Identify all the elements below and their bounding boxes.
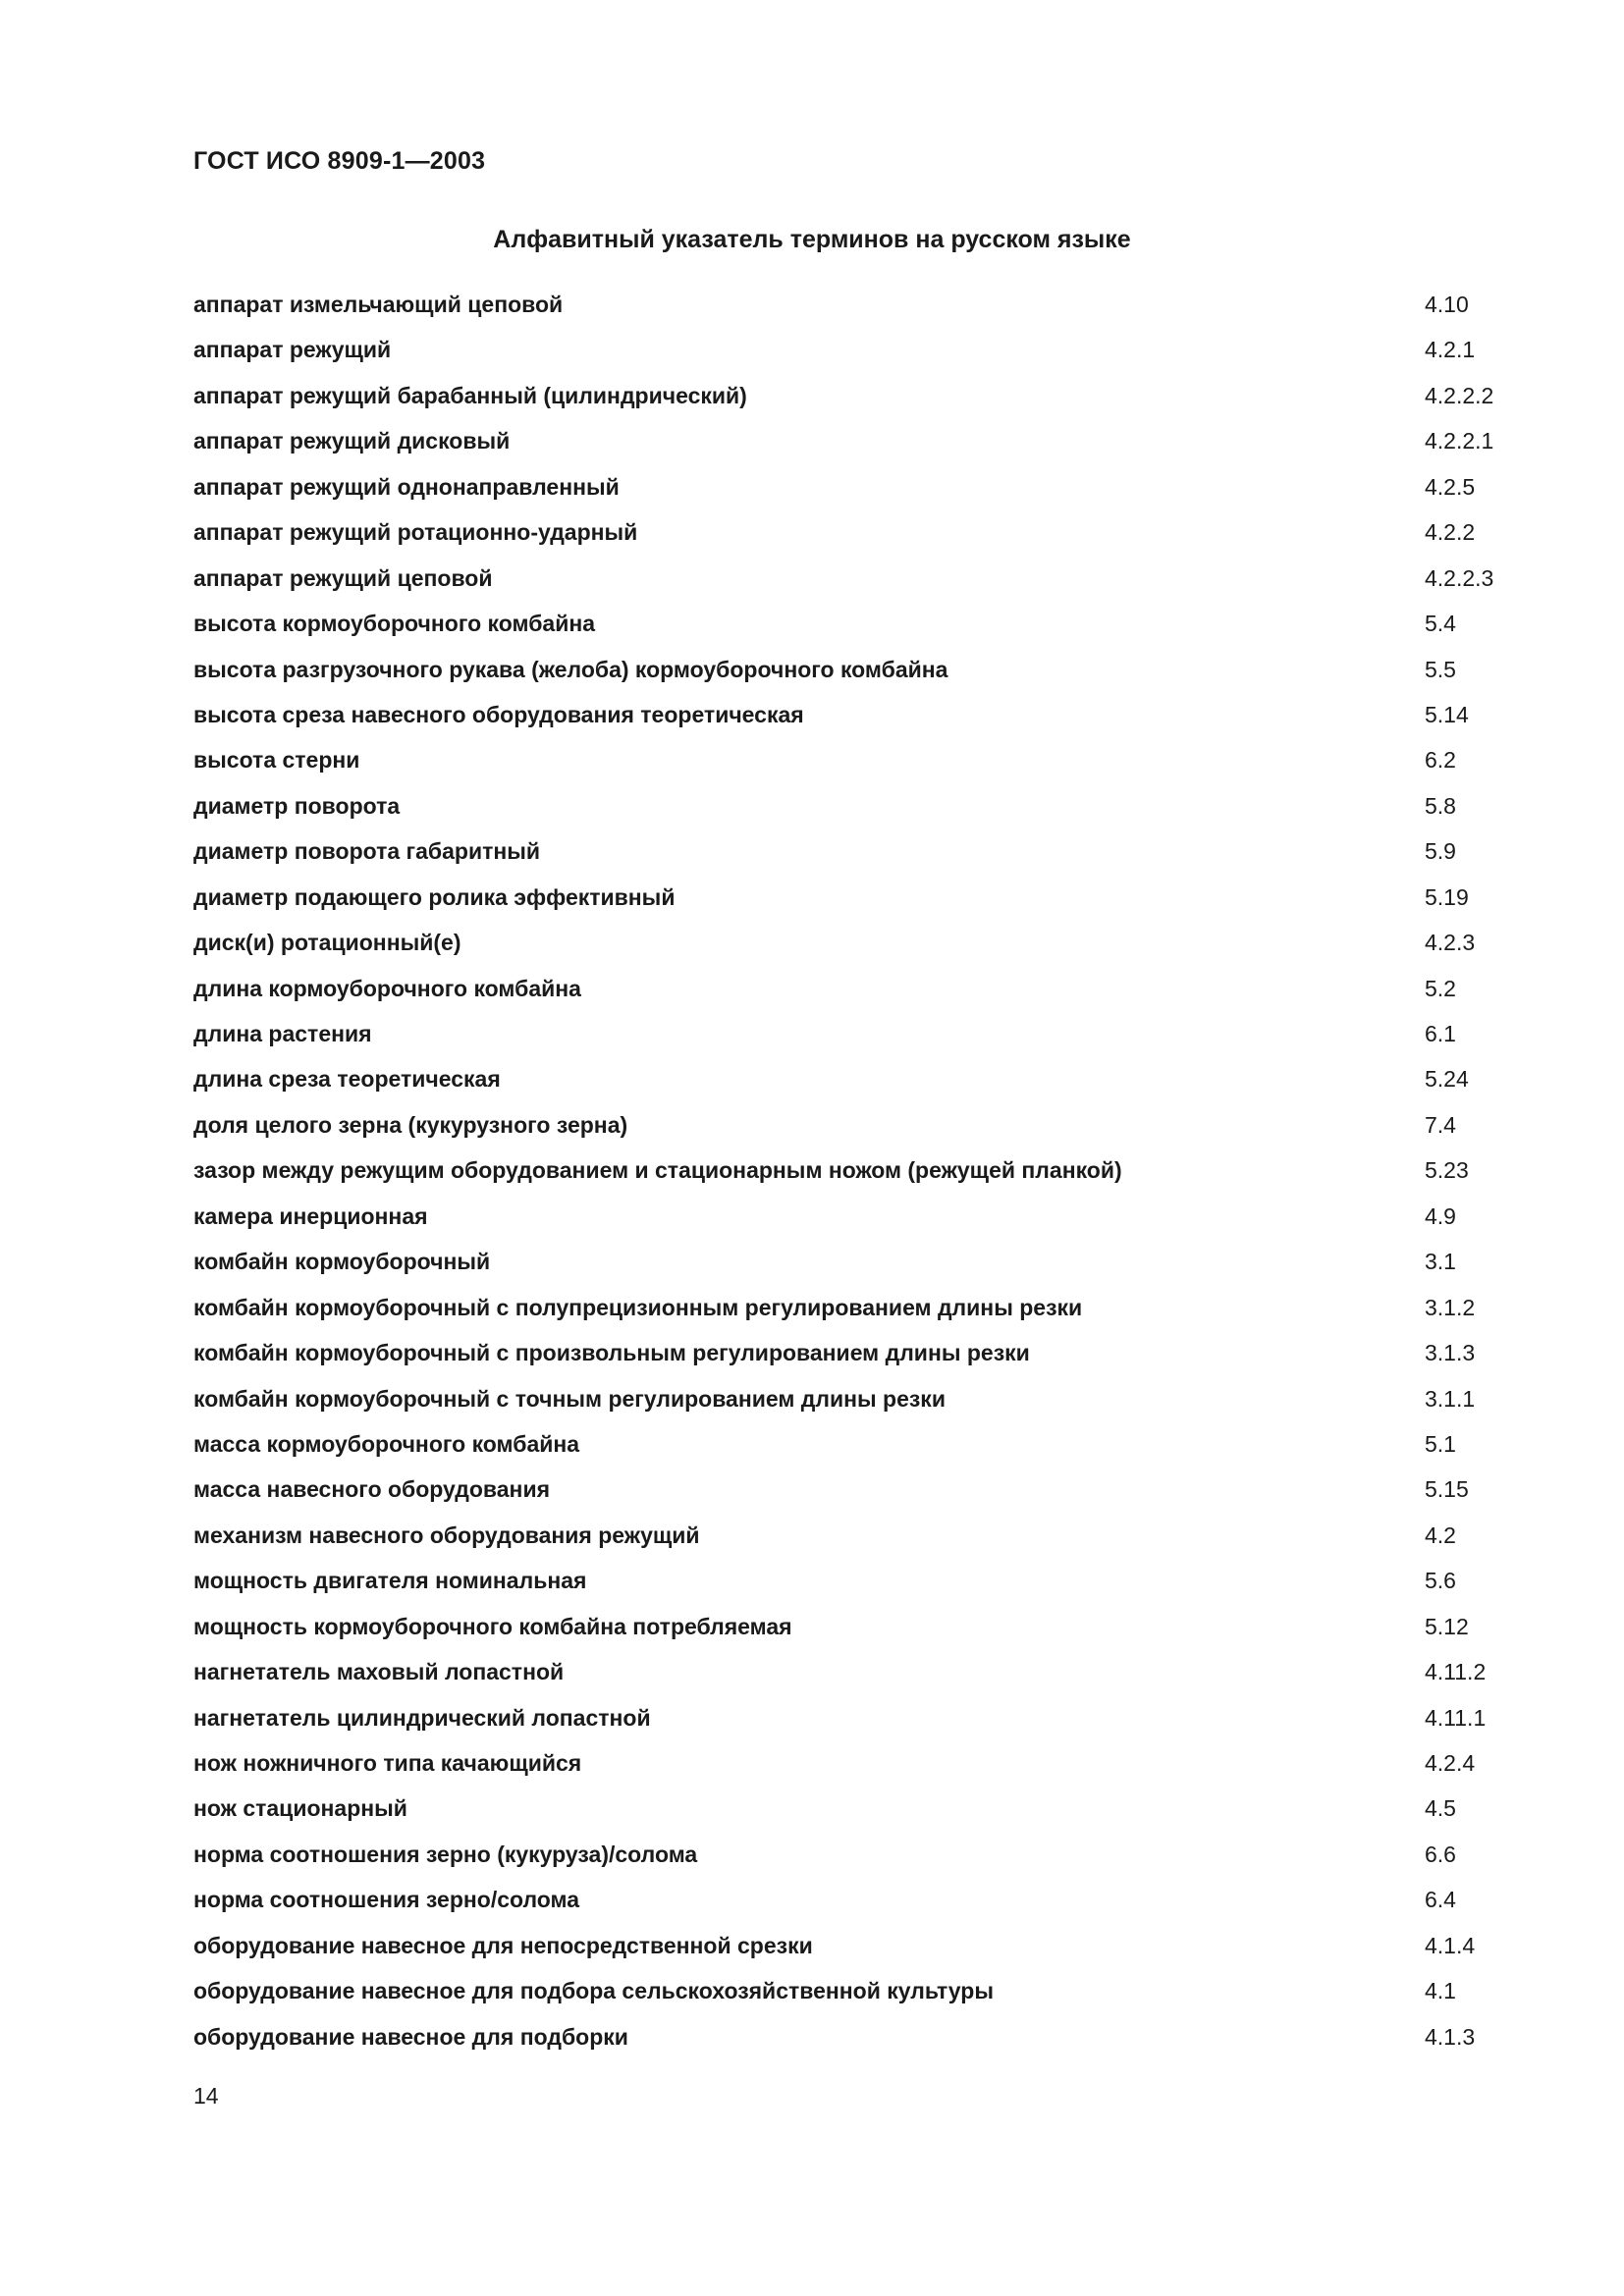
index-row	[193, 1837, 1509, 1882]
index-row	[193, 1152, 1509, 1198]
index-reference: 4.2.5	[1425, 473, 1476, 500]
index-term: комбайн кормоуборочный	[193, 1249, 491, 1275]
index-reference: 3.1.2	[1425, 1294, 1476, 1320]
index-reference: 4.2.2.1	[1425, 428, 1494, 454]
index-reference: 5.12	[1425, 1613, 1469, 1639]
index-term: доля целого зерна (кукурузного зерна)	[193, 1111, 628, 1138]
index-reference: 5.2	[1425, 975, 1456, 1001]
index-reference: 3.1.3	[1425, 1340, 1476, 1366]
index-title: Алфавитный указатель терминов на русском языке	[493, 226, 1131, 253]
index-reference: 5.23	[1425, 1157, 1469, 1184]
index-row	[193, 514, 1509, 560]
index-row	[193, 971, 1509, 1016]
index-term: масса кормоуборочного комбайна	[193, 1430, 580, 1457]
index-row	[193, 561, 1509, 606]
index-term: комбайн кормоуборочный с произвольным регулированием длины резки	[193, 1340, 1030, 1366]
index-reference: 5.1	[1425, 1430, 1456, 1457]
index-row	[193, 788, 1509, 833]
index-term: оборудование навесное для подборки	[193, 2023, 628, 2050]
index-term: диаметр поворота	[193, 792, 401, 819]
index-term: нагнетатель цилиндрический лопастной	[193, 1704, 651, 1731]
index-row	[193, 1790, 1509, 1836]
index-reference: 4.2	[1425, 1522, 1456, 1548]
index-row	[193, 2019, 1509, 2064]
index-row	[193, 1745, 1509, 1790]
index-reference: 5.9	[1425, 838, 1456, 865]
index-reference: 6.1	[1425, 1021, 1456, 1046]
index-term: диск(и) ротационный(е)	[193, 930, 461, 956]
index-term: диаметр подающего ролика эффективный	[193, 883, 676, 910]
index-row	[193, 287, 1509, 332]
index-term: длина кормоуборочного комбайна	[193, 975, 581, 1001]
index-row	[193, 1061, 1509, 1106]
index-row	[193, 697, 1509, 742]
index-row	[193, 423, 1509, 468]
index-row	[193, 1928, 1509, 1973]
index-row	[193, 742, 1509, 787]
index-row	[193, 1426, 1509, 1471]
index-term: длина растения	[193, 1021, 372, 1046]
index-reference: 5.8	[1425, 792, 1456, 819]
index-row	[193, 1381, 1509, 1426]
index-row	[193, 1199, 1509, 1244]
index-row	[193, 1563, 1509, 1608]
index-term: аппарат режущий дисковый	[193, 428, 511, 454]
index-row	[193, 1107, 1509, 1152]
index-reference: 3.1	[1425, 1249, 1456, 1275]
index-reference: 3.1.1	[1425, 1385, 1476, 1412]
index-row	[193, 606, 1509, 651]
index-term: масса навесного оборудования	[193, 1476, 551, 1503]
index-term: аппарат режущий ротационно-ударный	[193, 519, 638, 546]
index-reference: 5.5	[1425, 656, 1456, 682]
index-row	[193, 332, 1509, 377]
index-term: мощность двигателя номинальная	[193, 1568, 587, 1594]
index-row	[193, 1518, 1509, 1563]
index-reference: 5.14	[1425, 701, 1469, 727]
index-term: зазор между режущим оборудованием и стационарным ножом (режущей планкой)	[193, 1157, 1122, 1184]
index-term: высота кормоуборочного комбайна	[193, 611, 596, 637]
index-term: диаметр поворота габаритный	[193, 838, 541, 865]
index-term: аппарат режущий барабанный (цилиндрический)	[193, 382, 747, 408]
index-reference: 5.6	[1425, 1568, 1456, 1594]
page-number: 14	[193, 2083, 219, 2109]
document-code: ГОСТ ИСО 8909-1—2003	[193, 147, 486, 175]
index-reference: 4.2.2.2	[1425, 382, 1494, 408]
index-row	[193, 378, 1509, 423]
index-term: комбайн кормоуборочный с точным регулированием длины резки	[193, 1385, 946, 1412]
index-reference: 5.4	[1425, 611, 1456, 637]
index-reference: 4.2.2.3	[1425, 564, 1494, 591]
index-reference: 6.2	[1425, 747, 1456, 774]
index-reference: 4.2.2	[1425, 519, 1476, 546]
index-term: аппарат режущий однонаправленный	[193, 473, 620, 500]
index-reference: 4.10	[1425, 292, 1469, 317]
index-term: высота разгрузочного рукава (желоба) кормоуборочного комбайна	[193, 656, 948, 682]
index-term: камера инерционная	[193, 1202, 428, 1229]
index-list	[193, 287, 1509, 2064]
index-reference: 5.19	[1425, 883, 1469, 910]
index-term: норма соотношения зерно (кукуруза)/солома	[193, 1841, 698, 1867]
index-term: нож стационарный	[193, 1795, 407, 1822]
index-term: оборудование навесное для непосредственной срезки	[193, 1932, 813, 1958]
index-row	[193, 880, 1509, 925]
index-reference: 4.1	[1425, 1978, 1456, 2004]
index-row	[193, 1700, 1509, 1745]
index-reference: 6.6	[1425, 1841, 1456, 1867]
index-row	[193, 1244, 1509, 1289]
index-term: нож ножничного типа качающийся	[193, 1750, 582, 1776]
index-row	[193, 1016, 1509, 1061]
index-row	[193, 1290, 1509, 1335]
index-reference: 4.5	[1425, 1795, 1456, 1822]
index-term: длина среза теоретическая	[193, 1066, 501, 1093]
index-row	[193, 1335, 1509, 1380]
index-term: комбайн кормоуборочный с полупрецизионным регулированием длины резки	[193, 1294, 1083, 1320]
index-term: высота среза навесного оборудования теоретическая	[193, 701, 804, 727]
index-term: мощность кормоуборочного комбайна потребляемая	[193, 1613, 792, 1639]
index-term: нагнетатель маховый лопастной	[193, 1659, 565, 1685]
index-row	[193, 652, 1509, 697]
index-reference: 6.4	[1425, 1887, 1456, 1913]
index-row	[193, 925, 1509, 970]
index-term: механизм навесного оборудования режущий	[193, 1522, 700, 1548]
index-reference: 4.2.3	[1425, 930, 1476, 956]
index-row	[193, 469, 1509, 514]
index-reference: 5.15	[1425, 1476, 1469, 1503]
index-reference: 4.2.4	[1425, 1750, 1476, 1776]
index-reference: 5.24	[1425, 1066, 1469, 1093]
index-reference: 7.4	[1425, 1111, 1456, 1138]
index-reference: 4.9	[1425, 1202, 1456, 1229]
index-reference: 4.1.3	[1425, 2023, 1476, 2050]
index-reference: 4.11.2	[1425, 1659, 1487, 1685]
index-term: аппарат режущий	[193, 337, 392, 363]
index-term: аппарат режущий цеповой	[193, 564, 493, 591]
index-term: оборудование навесное для подбора сельскохозяйственной культуры	[193, 1978, 994, 2004]
index-row	[193, 1654, 1509, 1699]
index-reference: 4.11.1	[1425, 1704, 1487, 1731]
index-row	[193, 1609, 1509, 1654]
index-term: норма соотношения зерно/солома	[193, 1887, 580, 1913]
index-reference: 4.2.1	[1425, 337, 1476, 363]
index-row	[193, 1973, 1509, 2018]
index-row	[193, 1471, 1509, 1517]
index-term: аппарат измельчающий цеповой	[193, 292, 564, 317]
index-row	[193, 1882, 1509, 1927]
index-row	[193, 833, 1509, 879]
index-term: высота стерни	[193, 747, 360, 774]
index-reference: 4.1.4	[1425, 1932, 1476, 1958]
